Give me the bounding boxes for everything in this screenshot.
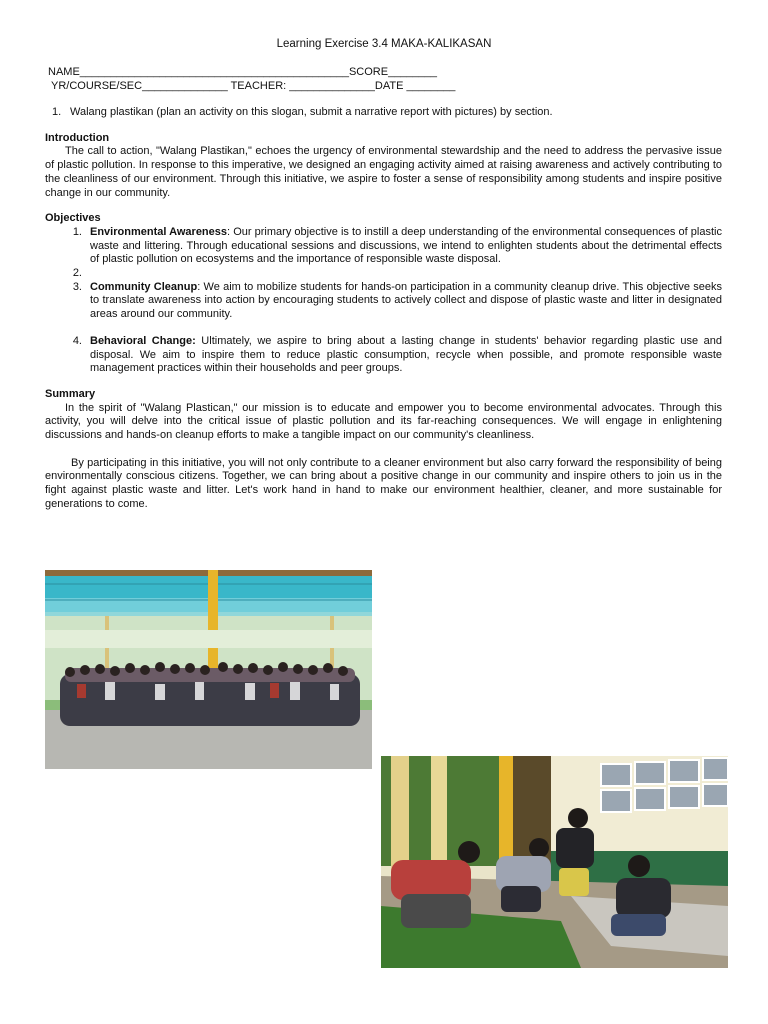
cleanup-photo [381, 756, 728, 968]
objective-item [45, 226, 722, 267]
objective-title: Behavioral Change: [90, 334, 196, 347]
students-group [60, 662, 360, 726]
objective-number: 4. [72, 334, 82, 347]
introduction-text: The call to action, "Walang Plastikan," echoes the urgency of environmental stewardship and the need to address the pervasive issue of plastic pollution. In response to this imperative, we designed an engaging activity aimed at raising awareness and actively contributing to the cleanliness of our environment. Through this initiative, we aspire to foster a sense of responsibility among students and inspire positive change in our community. [45, 145, 722, 199]
objectives-heading: Objectives [45, 212, 101, 225]
objective-text: : We aim to mobilize students for hands-on participation in a community cleanup drive. This objective seeks to translate awareness into action by encouraging students to actively collect and dispose of plastic waste and litter in designated areas around our community. [90, 280, 723, 321]
objective-item [45, 281, 722, 322]
objectives-list [45, 226, 722, 376]
summary-heading: Summary [45, 387, 96, 400]
task-item [45, 106, 722, 120]
objective-number: 2. [72, 267, 82, 280]
objective-title: Environmental Awareness [90, 225, 228, 238]
group-photo [45, 570, 372, 769]
task-number: 1. [52, 106, 62, 118]
objective-item [45, 335, 722, 376]
name-score-line: NAME____________________________________________SCORE________ [48, 66, 438, 78]
document-title: Learning Exercise 3.4 MAKA-KALIKASAN [276, 38, 492, 50]
report-body [45, 106, 722, 512]
objective-text: : Our primary objective is to instill a deep understanding of the environmental consequences of plastic waste and littering. Through educational sessions and discussions, we intend to enlighten students about the detrimental effects of plastic pollution on ecosystems and the importance of responsible waste disposal. [90, 225, 722, 266]
objective-number: 3. [72, 280, 82, 293]
summary-paragraph-1: In the spirit of "Walang Plastican," our mission is to educate and empower you to become environmental advocates. Through this activity, you will delve into the critical issue of plastic pollution and its far-reaching consequences. We will engage in enlightening discussions and hands-on cleanup efforts to make a tangible impact on our community's cleanliness. [45, 401, 722, 442]
course-teacher-date-line: YR/COURSE/SEC______________ TEACHER: ______________DATE ________ [51, 80, 456, 92]
summary-paragraph-2: By participating in this initiative, you will not only contribute to a cleaner environment but also carry forward the responsibility of being environmentally conscious citizens. Together, we can bring about a positive change in our community and inspire others to join us in the fight against plastic waste and litter. Let's work hand in hand to make our environment healthier, cleaner, and more sustainable for generations to come. [45, 456, 722, 510]
introduction-heading: Introduction [45, 131, 110, 144]
objective-item [45, 267, 722, 281]
task-text: Walang plastikan (plan an activity on this slogan, submit a narrative report with pictures) by section. [70, 106, 553, 118]
objective-text: Ultimately, we aspire to bring about a lasting change in students' behavior regarding plastic use and disposal. We aim to inspire them to reduce plastic consumption, recycle when possible, and promote responsible waste management practices within their households and peer groups. [90, 334, 723, 375]
objective-number: 1. [72, 225, 82, 238]
objective-title: Community Cleanup [90, 280, 198, 293]
